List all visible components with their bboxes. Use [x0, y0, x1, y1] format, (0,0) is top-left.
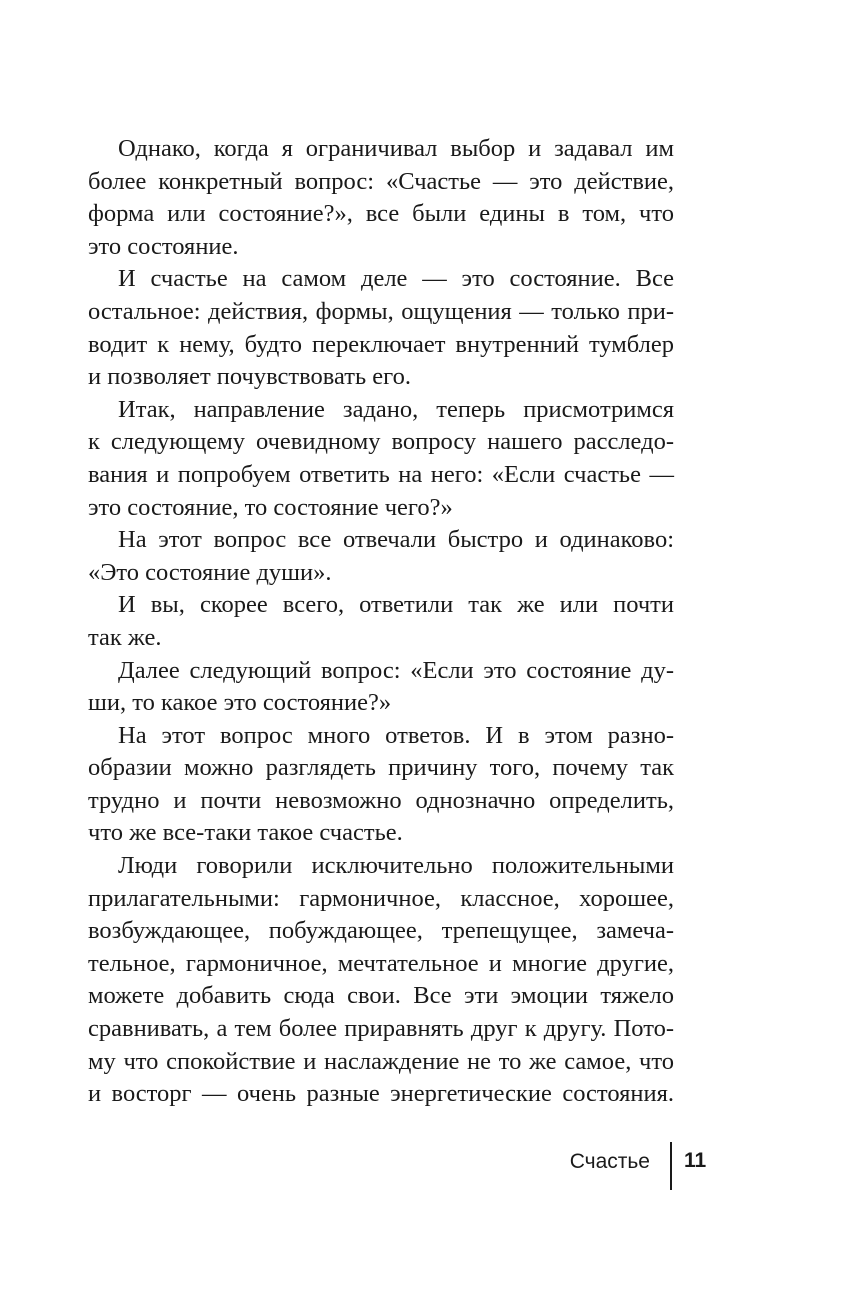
- text-line: му что спокойствие и наслаждение не то же самое, что: [88, 1047, 674, 1075]
- text-line: На этот вопрос все отвечали быстро и одинаково:: [118, 526, 674, 554]
- page-footer: [0, 1142, 844, 1190]
- text-line: более конкретный вопрос: «Счастье — это действие,: [88, 167, 674, 195]
- text-line: можете добавить сюда свои. Все эти эмоции тяжело: [88, 982, 674, 1010]
- paragraph: [88, 589, 674, 654]
- text-line: И счастье на самом деле — это состояние. Все: [118, 265, 674, 293]
- text-line: так же.: [88, 623, 162, 651]
- text-line: водит к нему, будто переключает внутренний тумблер: [88, 330, 674, 358]
- text-line: Итак, направление задано, теперь присмотримся: [118, 395, 674, 423]
- text-line: «Это состояние души».: [88, 558, 332, 586]
- paragraph: [88, 263, 674, 393]
- paragraph: [88, 655, 674, 720]
- text-line: форма или состояние?», все были едины в том, что: [88, 200, 674, 228]
- body-text: [88, 133, 674, 1111]
- text-line: к следующему очевидному вопросу нашего расследо-: [88, 428, 674, 456]
- text-line: что же все-таки такое счастье.: [88, 819, 403, 847]
- text-line: И вы, скорее всего, ответили так же или почти: [118, 591, 674, 619]
- text-line: прилагательными: гармоничное, классное, хорошее,: [88, 884, 674, 912]
- text-line: сравнивать, а тем более приравнять друг к другу. Пото-: [88, 1015, 674, 1043]
- text-line: это состояние, то состояние чего?»: [88, 493, 453, 521]
- text-line: трудно и почти невозможно однозначно определить,: [88, 786, 674, 814]
- text-line: На этот вопрос много ответов. И в этом разно-: [118, 721, 674, 749]
- footer-divider: [670, 1142, 672, 1190]
- running-title: Счастье: [569, 1150, 650, 1173]
- page-number: 11: [684, 1149, 707, 1172]
- paragraph: [88, 524, 674, 589]
- text-line: образии можно разглядеть причину того, почему так: [88, 754, 674, 782]
- text-line: тельное, гармоничное, мечтательное и многие другие,: [88, 949, 674, 977]
- paragraph: [88, 720, 674, 850]
- paragraph: [88, 394, 674, 524]
- text-line: ши, то какое это состояние?»: [88, 689, 392, 717]
- text-line: и позволяет почувствовать его.: [88, 363, 411, 391]
- text-line: Далее следующий вопрос: «Если это состояние ду-: [118, 656, 674, 684]
- text-line: Люди говорили исключительно положительными: [118, 852, 674, 880]
- text-line: вания и попробуем ответить на него: «Если счастье —: [88, 460, 674, 488]
- paragraph: [88, 133, 674, 263]
- paragraph: [88, 850, 674, 1111]
- text-line: Однако, когда я ограничивал выбор и задавал им: [118, 135, 674, 162]
- text-line: и восторг — очень разные энергетические состояния.: [88, 1080, 674, 1108]
- text-line: это состояние.: [88, 232, 239, 260]
- text-line: остальное: действия, формы, ощущения — только при-: [88, 297, 674, 325]
- text-line: возбуждающее, побуждающее, трепещущее, замеча-: [88, 917, 674, 945]
